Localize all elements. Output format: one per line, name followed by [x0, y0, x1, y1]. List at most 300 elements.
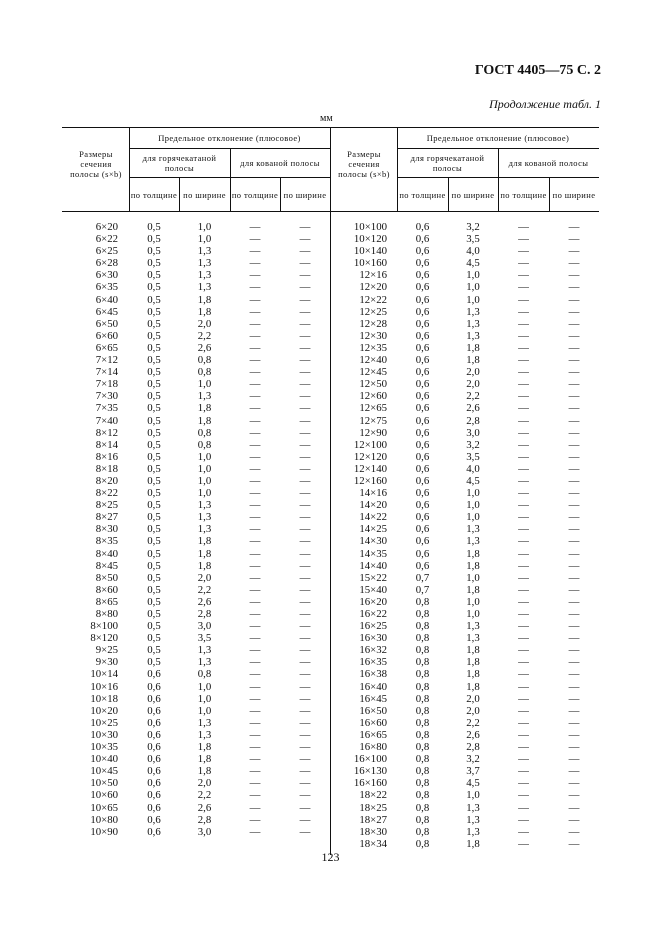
table-cell: 0,8 — [415, 620, 430, 633]
table-cell: 7×35 — [95, 402, 118, 415]
table-cell: 12×75 — [359, 414, 387, 427]
table-cell-dash: — — [249, 523, 261, 536]
table-cell-dash: — — [299, 499, 311, 512]
table-cell: 10×30 — [90, 728, 118, 741]
table-cell: 0,6 — [415, 257, 430, 270]
table-cell-dash: — — [568, 523, 580, 536]
table-cell: 0,6 — [147, 825, 161, 838]
table-cell: 0,8 — [415, 777, 430, 790]
table-cell-dash: — — [299, 257, 311, 270]
table-cell: 9×25 — [95, 644, 118, 657]
table-cell-dash: — — [249, 354, 261, 367]
table-cell: 1,0 — [466, 281, 480, 294]
table-cell: 10×140 — [353, 245, 387, 258]
table-cell: 1,3 — [466, 632, 480, 645]
table-cell-dash: — — [299, 317, 311, 330]
table-cell: 7×18 — [95, 378, 118, 391]
table-cell-dash: — — [568, 341, 580, 354]
table-cell: 2,0 — [197, 571, 212, 584]
table-cell-dash: — — [518, 608, 529, 620]
table-cell-dash: — — [249, 620, 261, 633]
table-cell: 1,0 — [197, 450, 212, 463]
table-cell: 0,5 — [147, 523, 161, 536]
table-cell: 1,8 — [197, 305, 212, 318]
table-cell-dash: — — [299, 450, 311, 463]
table-cell-dash: — — [249, 608, 261, 620]
table-cell-dash: — — [299, 813, 311, 826]
table-cell-dash: — — [568, 813, 580, 826]
table-cell-dash: — — [299, 233, 311, 246]
table-cell: 16×65 — [359, 728, 387, 741]
table-cell: 0,5 — [147, 656, 161, 669]
hot-rolled-header: для горячекатаной полосы — [142, 153, 217, 173]
table-cell: 6×65 — [95, 341, 118, 354]
table-cell: 1,0 — [466, 487, 480, 500]
table-cell: 0,5 — [147, 341, 161, 354]
table-cell-dash: — — [568, 426, 580, 439]
table-cell: 1,3 — [466, 329, 480, 342]
table-cell-dash: — — [568, 535, 580, 548]
table-cell-dash: — — [518, 245, 529, 258]
table-cell: 0,8 — [415, 728, 430, 741]
table-cell-dash: — — [299, 765, 311, 778]
table-cell-dash: — — [518, 559, 529, 572]
table-cell-dash: — — [518, 620, 529, 633]
table-cell: 2,0 — [197, 317, 212, 330]
table-cell: 7×40 — [95, 414, 118, 427]
table-cell-dash: — — [249, 438, 261, 451]
table-cell-dash: — — [249, 414, 261, 427]
table-cell: 12×140 — [353, 462, 387, 475]
table-cell-dash: — — [299, 402, 311, 415]
table-cell: 0,5 — [147, 487, 161, 500]
table-cell: 16×25 — [359, 620, 387, 633]
table-cell: 8×45 — [95, 559, 118, 572]
table-cell: 0,6 — [147, 765, 161, 778]
table-cell: 0,6 — [147, 692, 161, 705]
hot-rolled-header: для горячекатаной полосы — [410, 153, 485, 173]
table-cell: 12×16 — [359, 269, 387, 282]
table-cell-dash: — — [568, 668, 580, 681]
table-cell-dash: — — [568, 547, 580, 560]
table-cell: 0,6 — [415, 450, 430, 463]
table-cell-dash: — — [568, 825, 580, 838]
table-cell: 0,5 — [147, 547, 161, 560]
table-cell: 2,8 — [197, 608, 212, 620]
table-cell: 14×22 — [359, 511, 387, 524]
table-cell: 2,8 — [466, 414, 480, 427]
table-cell: 0,6 — [415, 402, 430, 415]
table-cell-dash: — — [518, 233, 529, 246]
table-cell-dash: — — [249, 341, 261, 354]
table-cell: 8×40 — [95, 547, 118, 560]
table-cell: 6×30 — [95, 269, 118, 282]
table-cell-dash: — — [518, 571, 529, 584]
table-cell: 12×40 — [359, 354, 387, 367]
right-hot-thickness-column — [398, 221, 447, 850]
table-cell: 1,0 — [197, 704, 212, 717]
table-cell-dash: — — [299, 221, 311, 233]
table-cell: 0,6 — [415, 317, 430, 330]
table-cell: 0,5 — [147, 257, 161, 270]
table-cell: 0,8 — [415, 608, 430, 620]
table-cell: 10×60 — [90, 789, 118, 802]
table-cell: 0,8 — [197, 354, 212, 367]
table-cell: 0,6 — [415, 221, 430, 233]
right-size-column — [330, 221, 387, 850]
table-cell-dash: — — [249, 753, 261, 766]
table-cell-dash: — — [568, 704, 580, 717]
table-cell-dash: — — [518, 438, 529, 451]
table-cell-dash: — — [568, 741, 580, 754]
table-cell: 12×45 — [359, 366, 387, 379]
table-cell: 16×22 — [359, 608, 387, 620]
table-cell: 15×22 — [359, 571, 387, 584]
table-cell: 7×14 — [95, 366, 118, 379]
table-cell: 0,8 — [415, 716, 430, 729]
size-column-header: Размеры сечения полосы (s×b) — [70, 149, 122, 179]
table-cell-dash: — — [518, 462, 529, 475]
table-cell-dash: — — [299, 777, 311, 790]
table-cell-dash: — — [299, 354, 311, 367]
table-cell-dash: — — [249, 547, 261, 560]
table-cell-dash: — — [568, 402, 580, 415]
forged-width-header: по ширине — [283, 189, 327, 200]
table-cell: 8×16 — [95, 450, 118, 463]
table-cell-dash: — — [249, 704, 261, 717]
table-cell: 0,5 — [147, 462, 161, 475]
table-cell-dash: — — [518, 523, 529, 536]
table-cell: 0,6 — [415, 245, 430, 258]
table-cell-dash: — — [568, 777, 580, 790]
table-cell: 0,8 — [415, 668, 430, 681]
table-cell: 0,8 — [415, 825, 430, 838]
table-cell-dash: — — [518, 765, 529, 778]
table-cell-dash: — — [518, 547, 529, 560]
table-cell: 0,8 — [415, 595, 430, 608]
table-cell: 1,8 — [197, 535, 212, 548]
table-cell: 1,8 — [197, 765, 212, 778]
table-cell: 14×30 — [359, 535, 387, 548]
table-cell: 0,8 — [197, 668, 212, 681]
table-cell-dash: — — [518, 426, 529, 439]
table-cell: 0,5 — [147, 559, 161, 572]
table-cell-dash: — — [299, 462, 311, 475]
table-cell: 10×18 — [90, 692, 118, 705]
table-cell-dash: — — [518, 741, 529, 754]
table-cell: 0,5 — [147, 535, 161, 548]
table-cell-dash: — — [249, 559, 261, 572]
table-cell: 7×30 — [95, 390, 118, 403]
table-cell: 0,6 — [415, 233, 430, 246]
table-cell: 16×20 — [359, 595, 387, 608]
table-cell-dash: — — [299, 825, 311, 838]
table-cell-dash: — — [249, 281, 261, 294]
forged-width-header: по ширине — [552, 189, 596, 200]
table-cell: 0,5 — [147, 571, 161, 584]
table-cell-dash: — — [568, 716, 580, 729]
table-cell: 14×16 — [359, 487, 387, 500]
table-cell: 0,7 — [415, 571, 430, 584]
table-cell-dash: — — [568, 450, 580, 463]
table-cell: 0,5 — [147, 245, 161, 258]
table-cell-dash: — — [299, 668, 311, 681]
table-cell: 0,5 — [147, 317, 161, 330]
table-cell: 6×40 — [95, 293, 118, 306]
table-cell: 0,6 — [147, 789, 161, 802]
table-cell: 2,6 — [197, 341, 212, 354]
table-cell: 8×30 — [95, 523, 118, 536]
table-cell-dash: — — [299, 595, 311, 608]
table-cell-dash: — — [568, 571, 580, 584]
table-cell-dash: — — [299, 571, 311, 584]
table-cell-dash: — — [299, 753, 311, 766]
table-cell-dash: — — [299, 281, 311, 294]
table-cell: 2,0 — [197, 777, 212, 790]
table-cell: 0,7 — [415, 583, 430, 596]
table-cell-dash: — — [249, 716, 261, 729]
table-cell: 6×60 — [95, 329, 118, 342]
table-cell-dash: — — [568, 487, 580, 500]
table-cell-dash: — — [568, 656, 580, 669]
table-cell-dash: — — [518, 813, 529, 826]
table-cell: 1,3 — [466, 825, 480, 838]
table-cell-dash: — — [518, 704, 529, 717]
table-cell-dash: — — [299, 656, 311, 669]
table-cell: 1,0 — [466, 499, 480, 512]
table-cell: 1,8 — [466, 547, 480, 560]
table-cell-dash: — — [518, 728, 529, 741]
table-cell: 1,8 — [466, 644, 480, 657]
table-cell: 4,5 — [466, 777, 480, 790]
table-cell-dash: — — [518, 583, 529, 596]
table-cell-dash: — — [568, 438, 580, 451]
table-cell-dash: — — [249, 378, 261, 391]
table-cell-dash: — — [518, 668, 529, 681]
table-cell-dash: — — [299, 620, 311, 633]
table-cell: 8×25 — [95, 499, 118, 512]
table-cell-dash: — — [249, 245, 261, 258]
table-cell: 0,6 — [415, 438, 430, 451]
table-cell-dash: — — [568, 378, 580, 391]
table-cell: 1,3 — [197, 269, 212, 282]
table-cell-dash: — — [299, 511, 311, 524]
table-cell: 0,6 — [415, 293, 430, 306]
table-cell-dash: — — [299, 293, 311, 306]
table-cell: 12×60 — [359, 390, 387, 403]
table-cell: 6×22 — [95, 233, 118, 246]
hot-thickness-header: по толщине — [399, 189, 446, 200]
table-cell: 1,3 — [197, 511, 212, 524]
table-cell: 0,5 — [147, 426, 161, 439]
table-cell-dash: — — [518, 221, 529, 233]
table-cell: 2,6 — [466, 728, 480, 741]
table-cell: 0,8 — [415, 704, 430, 717]
table-cell: 0,5 — [147, 620, 161, 633]
table-cell-dash: — — [568, 329, 580, 342]
table-cell-dash: — — [518, 487, 529, 500]
table-cell-dash: — — [568, 245, 580, 258]
table-cell: 18×25 — [359, 801, 387, 814]
deviation-header: Предельное отклонение (плюсовое) — [158, 133, 301, 143]
table-cell: 0,6 — [147, 728, 161, 741]
table-cell-dash: — — [518, 317, 529, 330]
table-cell-dash: — — [568, 644, 580, 657]
table-cell: 12×100 — [353, 438, 387, 451]
table-cell-dash: — — [249, 668, 261, 681]
table-cell-dash: — — [518, 825, 529, 838]
table-cell: 0,5 — [147, 511, 161, 524]
table-cell-dash: — — [518, 390, 529, 403]
table-cell-dash: — — [299, 341, 311, 354]
table-cell: 0,5 — [147, 378, 161, 391]
table-cell-dash: — — [568, 692, 580, 705]
table-cell: 1,0 — [466, 269, 480, 282]
table-cell: 1,0 — [197, 680, 212, 693]
size-column-header: Размеры сечения полосы (s×b) — [338, 149, 390, 179]
table-cell-dash: — — [568, 595, 580, 608]
table-cell: 0,6 — [415, 426, 430, 439]
table-cell: 0,6 — [147, 801, 161, 814]
table-cell-dash: — — [568, 632, 580, 645]
table-cell: 0,5 — [147, 632, 161, 645]
table-cell-dash: — — [249, 317, 261, 330]
table-cell-dash: — — [518, 499, 529, 512]
table-cell-dash: — — [299, 583, 311, 596]
table-cell: 1,8 — [466, 341, 480, 354]
table-cell: 10×80 — [90, 813, 118, 826]
table-cell: 0,6 — [415, 269, 430, 282]
right-forged-thickness-column — [499, 221, 548, 850]
table-cell: 14×40 — [359, 559, 387, 572]
table-cell: 0,5 — [147, 608, 161, 620]
table-cell: 10×50 — [90, 777, 118, 790]
table-cell-dash: — — [568, 281, 580, 294]
table-cell-dash: — — [568, 390, 580, 403]
hot-thickness-header: по толщине — [130, 189, 178, 200]
table-cell-dash: — — [299, 801, 311, 814]
table-cell: 12×50 — [359, 378, 387, 391]
table-cell: 0,6 — [415, 474, 430, 487]
table-cell: 12×25 — [359, 305, 387, 318]
table-cell: 4,0 — [466, 462, 480, 475]
table-cell: 0,6 — [147, 813, 161, 826]
table-cell-dash: — — [299, 245, 311, 258]
table-cell: 16×32 — [359, 644, 387, 657]
table-cell: 10×16 — [90, 680, 118, 693]
table-cell: 1,0 — [197, 378, 212, 391]
table-cell: 1,8 — [466, 559, 480, 572]
table-cell-dash: — — [249, 644, 261, 657]
table-cell: 0,5 — [147, 293, 161, 306]
table-cell: 0,6 — [415, 329, 430, 342]
left-forged-thickness-column — [231, 221, 279, 838]
table-cell: 0,8 — [415, 765, 430, 778]
table-cell: 1,3 — [197, 716, 212, 729]
table-cell: 1,3 — [197, 281, 212, 294]
table-cell-dash: — — [568, 462, 580, 475]
table-cell: 1,3 — [197, 499, 212, 512]
forged-header: для кованой полосы — [508, 158, 589, 168]
table-cell: 12×28 — [359, 317, 387, 330]
table-cell: 2,2 — [197, 789, 212, 802]
table-cell: 0,8 — [415, 680, 430, 693]
table-cell: 8×120 — [90, 632, 118, 645]
table-cell-dash: — — [249, 390, 261, 403]
table-cell-dash: — — [299, 547, 311, 560]
table-cell-dash: — — [518, 293, 529, 306]
table-cell-dash: — — [518, 680, 529, 693]
table-cell: 12×90 — [359, 426, 387, 439]
table-cell-dash: — — [249, 813, 261, 826]
table-cell-dash: — — [568, 789, 580, 802]
table-cell: 16×60 — [359, 716, 387, 729]
table-cell: 1,8 — [197, 293, 212, 306]
left-size-column — [62, 221, 118, 838]
table-cell-dash: — — [249, 450, 261, 463]
left-hot-width-column — [180, 221, 229, 838]
table-cell: 0,5 — [147, 281, 161, 294]
table-cell: 3,0 — [197, 620, 212, 633]
table-cell-dash: — — [518, 511, 529, 524]
table-cell-dash: — — [249, 511, 261, 524]
table-cell: 0,5 — [147, 438, 161, 451]
table-cell: 16×130 — [353, 765, 387, 778]
table-cell: 0,8 — [415, 801, 430, 814]
table-cell: 8×35 — [95, 535, 118, 548]
table-cell: 2,2 — [466, 390, 480, 403]
table-cell-dash: — — [249, 728, 261, 741]
table-cell: 6×28 — [95, 257, 118, 270]
table-cell: 8×100 — [90, 620, 118, 633]
table-cell: 0,8 — [415, 789, 430, 802]
table-cell: 16×80 — [359, 741, 387, 754]
document-title: ГОСТ 4405—75 С. 2 — [474, 63, 601, 78]
table-cell-dash: — — [568, 801, 580, 814]
table-cell: 0,5 — [147, 450, 161, 463]
table-cell: 15×40 — [359, 583, 387, 596]
table-cell-dash: — — [518, 837, 529, 850]
table-cell-dash: — — [249, 595, 261, 608]
table-cell-dash: — — [518, 341, 529, 354]
table-cell-dash: — — [568, 221, 580, 233]
table-cell: 18×34 — [359, 837, 387, 850]
table-cell: 1,0 — [197, 462, 212, 475]
table-cell: 9×30 — [95, 656, 118, 669]
table-cell-dash: — — [568, 608, 580, 620]
table-cell-dash: — — [518, 777, 529, 790]
table-cell: 0,6 — [147, 741, 161, 754]
table-cell: 0,6 — [147, 716, 161, 729]
table-cell: 0,8 — [415, 644, 430, 657]
table-cell: 2,0 — [466, 378, 480, 391]
table-cell: 18×30 — [359, 825, 387, 838]
table-cell: 2,0 — [466, 692, 480, 705]
table-cell-dash: — — [299, 741, 311, 754]
table-cell-dash: — — [568, 765, 580, 778]
table-cell: 1,3 — [197, 245, 212, 258]
table-cell: 3,5 — [197, 632, 212, 645]
table-cell-dash: — — [518, 535, 529, 548]
table-cell: 2,0 — [466, 366, 480, 379]
table-cell: 1,3 — [197, 656, 212, 669]
table-cell-dash: — — [568, 366, 580, 379]
table-cell-dash: — — [249, 293, 261, 306]
table-cell-dash: — — [518, 716, 529, 729]
table-cell: 1,8 — [197, 741, 212, 754]
table-cell: 2,2 — [466, 716, 480, 729]
table-continuation-label: Продолжение табл. 1 — [489, 97, 601, 111]
